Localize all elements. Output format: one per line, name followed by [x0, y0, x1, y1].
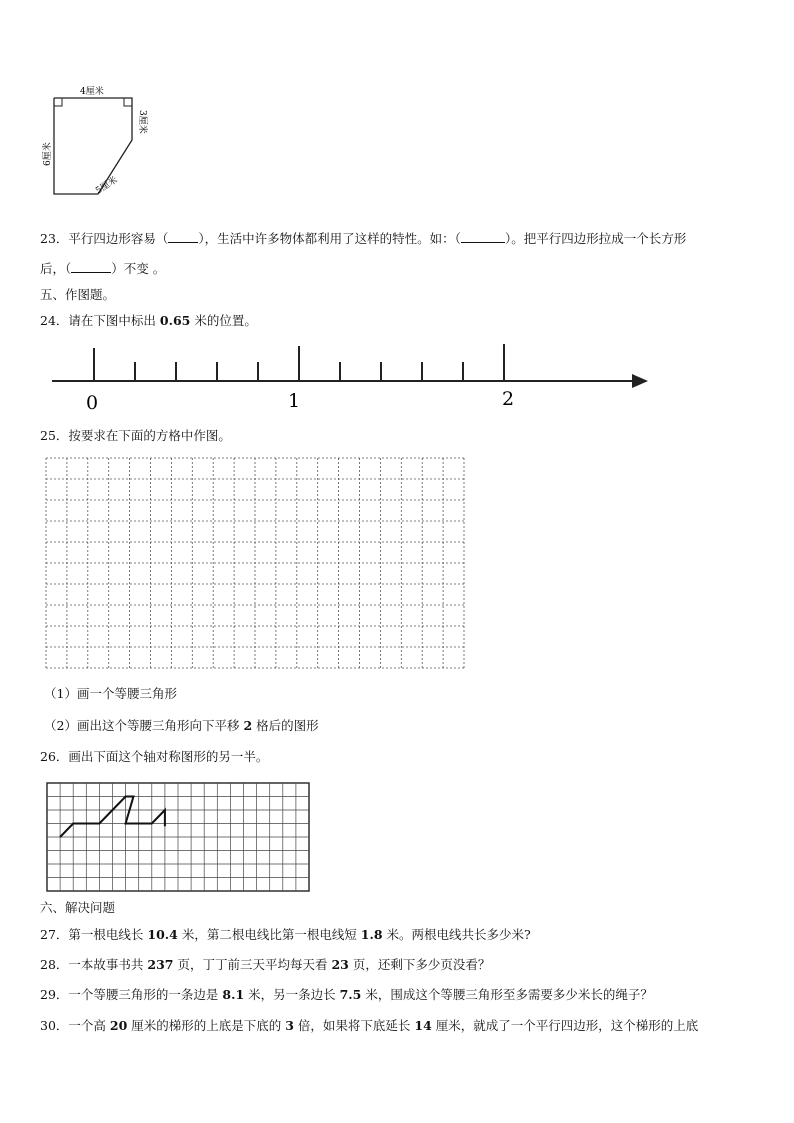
q30-value-1: 20: [109, 1018, 128, 1033]
q30-text-b: 厘米的梯形的上底是下底的: [127, 1018, 286, 1033]
q23-blank-2[interactable]: [461, 230, 505, 243]
q23-number: 23．: [40, 231, 69, 246]
section-5-title: 五、作图题。: [40, 287, 116, 302]
q28-number: 28．: [40, 957, 69, 972]
q29-text-c: 米，围成这个等腰三角形至多需要多少米长的绳子？: [361, 987, 653, 1002]
q30-text-c: 倍，如果将下底延长: [293, 1018, 415, 1033]
q28-text-b: 页，丁丁前三天平均每天看: [173, 957, 332, 972]
q24-value: 0.65: [159, 313, 191, 328]
question-23: [40, 230, 686, 247]
question-30: [40, 1018, 698, 1034]
q28-text-c: 页，还剩下多少页没看？: [348, 957, 491, 972]
q23-blank-3[interactable]: [71, 260, 111, 273]
tick-label-1: 1: [288, 390, 301, 412]
trapezoid-figure: [30, 78, 160, 198]
q27-value-1: 10.4: [147, 927, 178, 942]
question-24: [40, 313, 257, 329]
question-25: [40, 428, 231, 444]
q28-value-2: 23: [331, 957, 349, 972]
q23-text-2: ），生活中许多物体都利用了这样的特性。如：（: [198, 231, 461, 246]
q28-value-1: 237: [147, 957, 174, 972]
q27-text-a: 第一根电线长: [68, 927, 148, 942]
dotted-grid[interactable]: [45, 457, 465, 669]
q30-text-a: 一个高: [68, 1018, 110, 1033]
q24-number: 24．: [40, 313, 69, 328]
symmetry-grid[interactable]: [45, 781, 311, 893]
q24-text-2: 米的位置。: [190, 313, 257, 328]
q23-text-5: ）不变 。: [111, 261, 166, 276]
q26-text: 画出下面这个轴对称图形的另一半。: [68, 749, 269, 764]
q27-text-b: 米，第二根电线比第一根电线短: [177, 927, 361, 942]
trapezoid-right-label: 3厘米: [137, 110, 147, 134]
q23-text-3: ）。把平行四边形拉成一个长方形: [504, 231, 687, 246]
trapezoid-top-label: 4厘米: [80, 87, 104, 97]
question-23-cont: [40, 260, 165, 277]
question-29: [40, 987, 653, 1003]
q24-text-1: 请在下图中标出: [68, 313, 160, 328]
q26-number: 26．: [40, 749, 69, 764]
q29-text-b: 米，另一条边长: [244, 987, 340, 1002]
q23-text-1: 平行四边形容易（: [68, 231, 169, 246]
tick-label-0: 0: [86, 392, 99, 414]
q30-value-2: 3: [285, 1018, 294, 1033]
q29-value-1: 8.1: [222, 987, 245, 1002]
q25-sub2-text-2: 格后的图形: [252, 718, 319, 733]
question-28: [40, 957, 490, 973]
q27-text-c: 米。两根电线共长多少米?: [382, 927, 531, 942]
q27-value-2: 1.8: [360, 927, 383, 942]
trapezoid-slant-label: 5厘米: [94, 175, 120, 197]
section-6-title: 六、解决问题: [40, 900, 116, 915]
q29-number: 29．: [40, 987, 69, 1002]
q23-blank-1[interactable]: [168, 230, 198, 243]
q25-sub1: （1）画一个等腰三角形: [44, 686, 177, 701]
q23-text-4: 后，（: [40, 261, 72, 276]
q30-value-3: 14: [414, 1018, 432, 1033]
tick-label-2: 2: [502, 388, 515, 410]
q30-text-d: 厘米，就成了一个平行四边形，这个梯形的上底: [431, 1018, 699, 1033]
q29-text-a: 一个等腰三角形的一条边是: [68, 987, 223, 1002]
q29-value-2: 7.5: [339, 987, 362, 1002]
q30-number: 30．: [40, 1018, 69, 1033]
q25-sub2: [44, 718, 319, 734]
question-27: [40, 927, 531, 943]
q27-number: 27．: [40, 927, 69, 942]
question-26: [40, 749, 268, 765]
trapezoid-left-label: 6厘米: [43, 142, 53, 166]
q25-number: 25．: [40, 428, 69, 443]
q25-sub2-value: 2: [243, 718, 253, 733]
q25-text: 按要求在下面的方格中作图。: [68, 428, 231, 443]
number-line: [50, 340, 660, 415]
q25-sub2-text-1: （2）画出这个等腰三角形向下平移: [44, 718, 244, 733]
q28-text-a: 一本故事书共: [68, 957, 148, 972]
